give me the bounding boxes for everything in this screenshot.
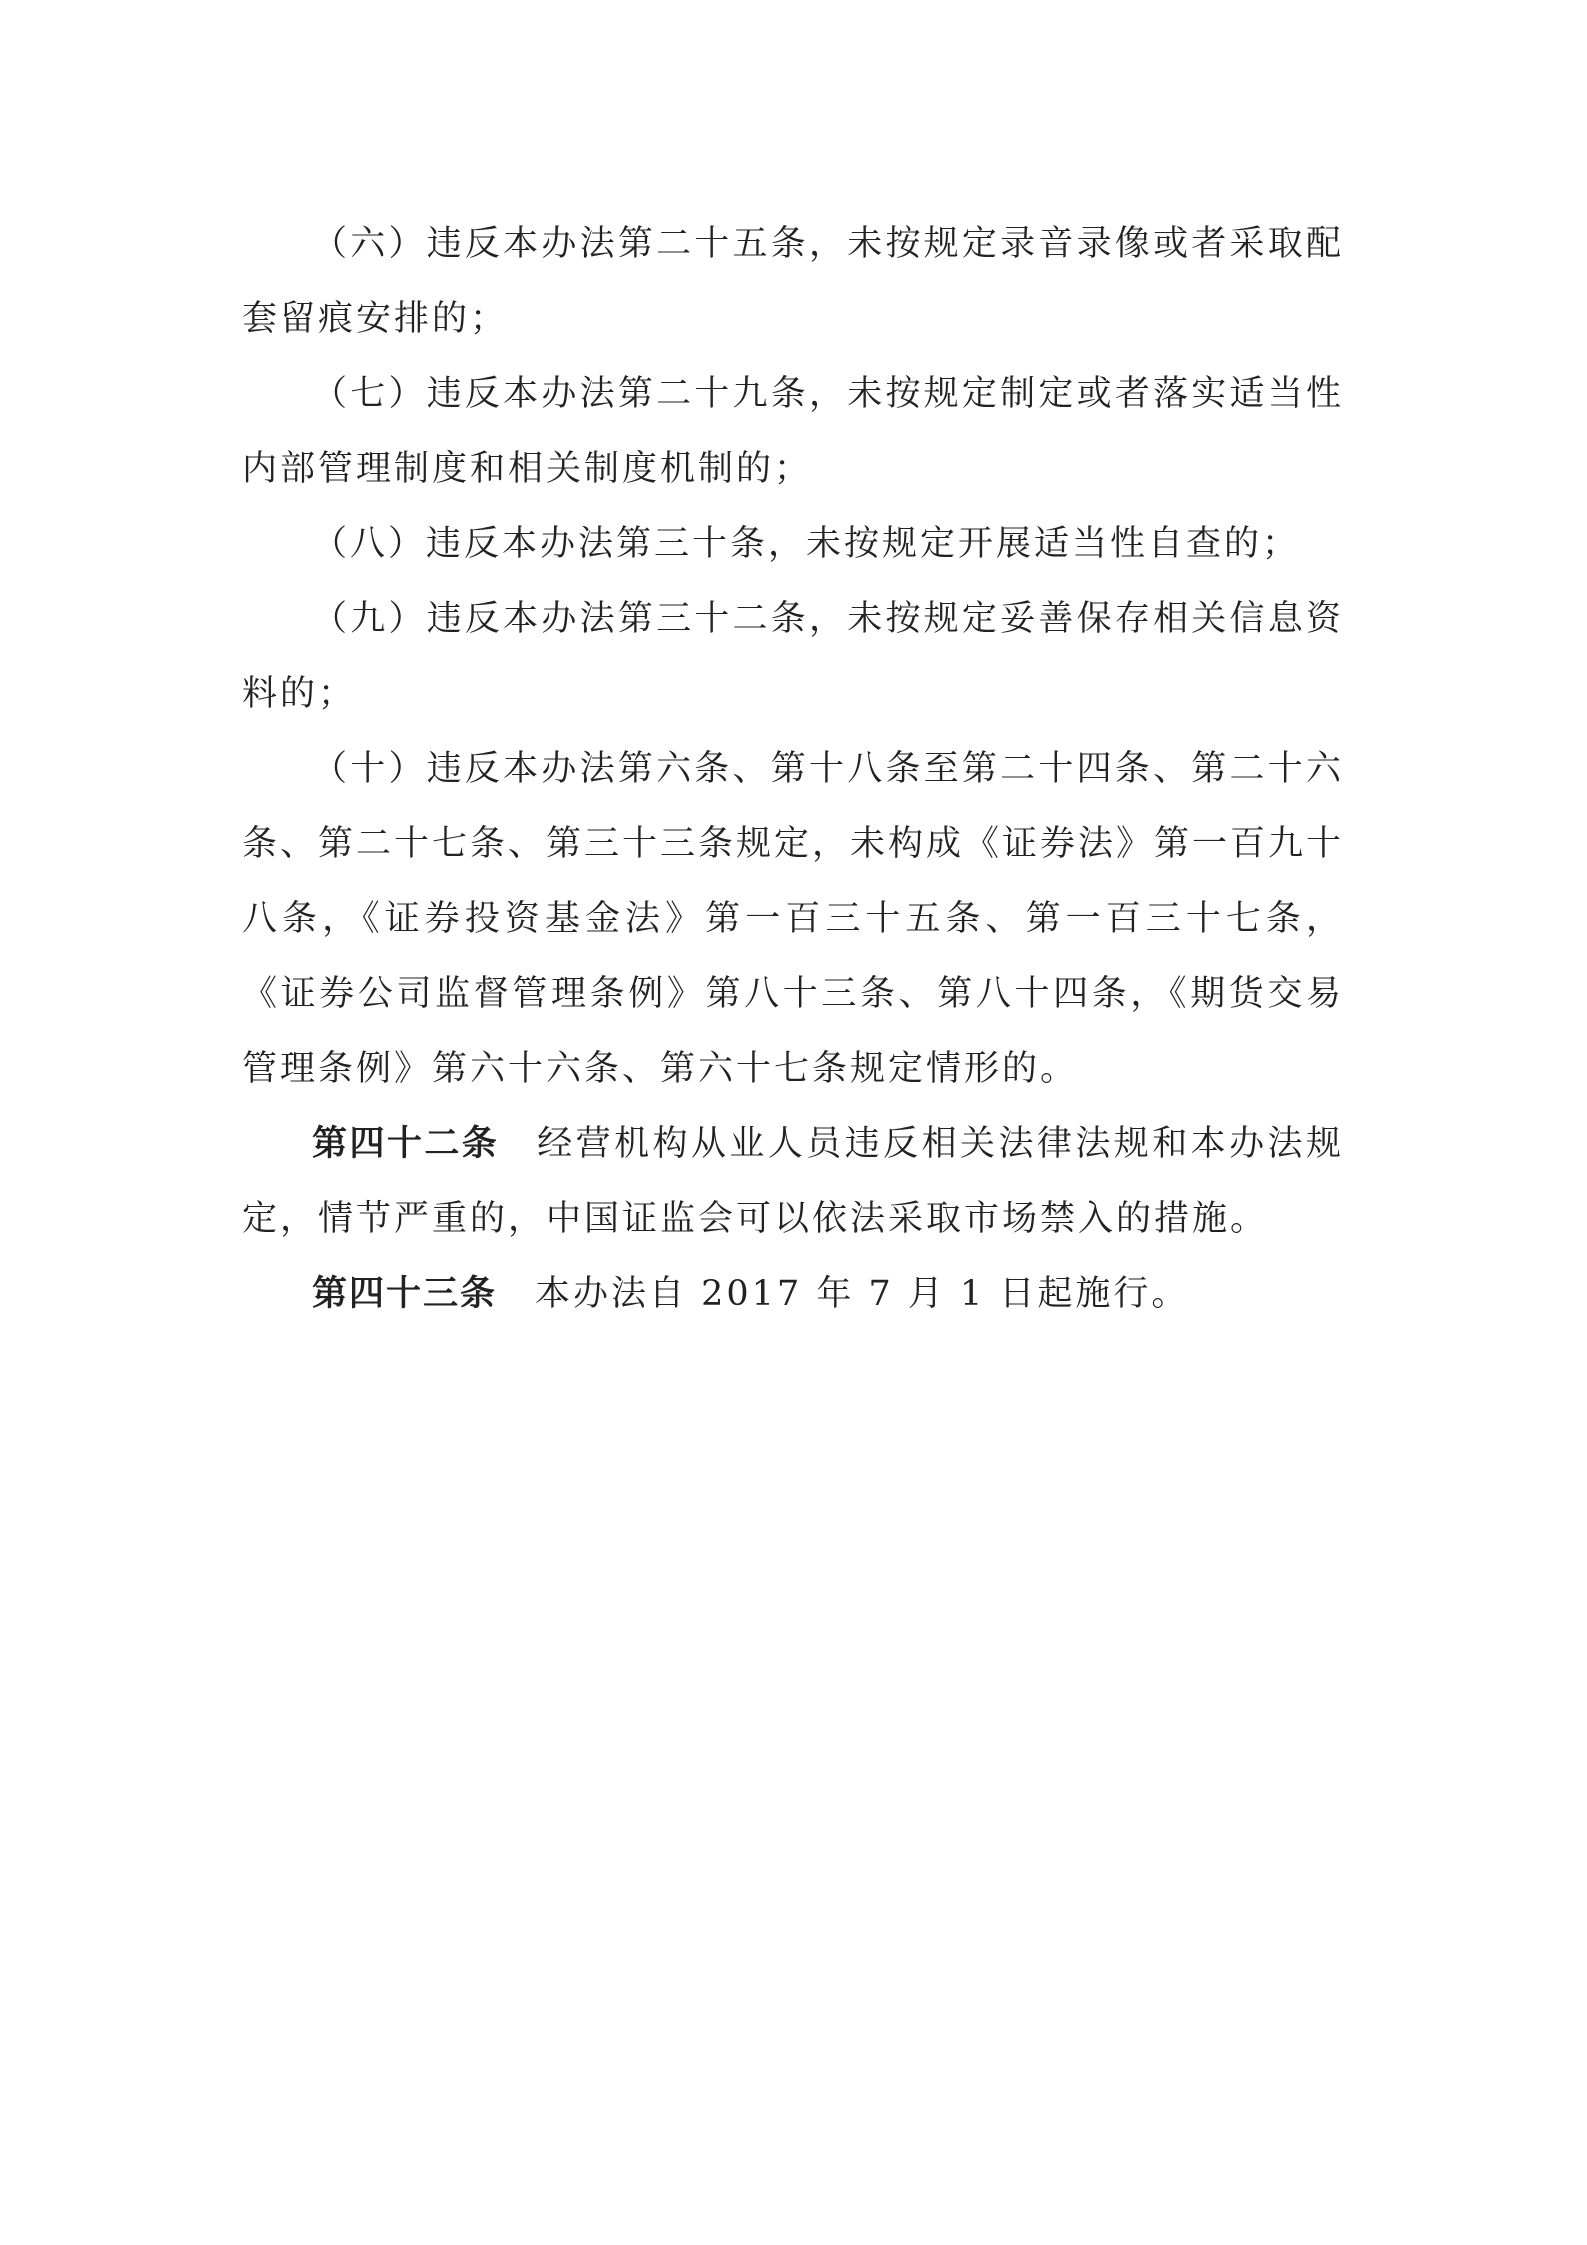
list-item-9: （九）违反本办法第三十二条，未按规定妥善保存相关信息资料的； (242, 599, 1344, 714)
list-item-10: （十）违反本办法第六条、第十八条至第二十四条、第二十六条、第二十七条、第三十三条规定，未构成《证券法》第一百九十八条，《证券投资基金法》第一百三十五条、第一百三十七条，《证券公司监督管理条例》第八十三条、第八十四条，《期货交易管理条例》第六十六条、第六十七条规定情形的。 (242, 749, 1345, 1089)
article-42-body: 经营机构从业人员违反相关法律法规和本办法规定，情节严重的，中国证监会可以依法采取市场禁入的措施。 (242, 1124, 1344, 1239)
article-43-body: 本办法自 2017 年 7 月 1 日起施行。 (535, 1274, 1190, 1314)
article-42 (242, 1107, 1344, 1257)
article-42-heading: 第四十二条 (312, 1124, 500, 1164)
article-43-heading: 第四十三条 (312, 1274, 498, 1314)
article-43 (242, 1257, 1344, 1332)
list-item-7: （七）违反本办法第二十九条，未按规定制定或者落实适当性内部管理制度和相关制度机制的； (242, 374, 1344, 489)
document-body (242, 207, 1344, 1332)
list-item-8: （八）违反本办法第三十条，未按规定开展适当性自查的； (312, 524, 1301, 564)
list-item-6: （六）违反本办法第二十五条，未按规定录音录像或者采取配套留痕安排的； (242, 224, 1344, 339)
